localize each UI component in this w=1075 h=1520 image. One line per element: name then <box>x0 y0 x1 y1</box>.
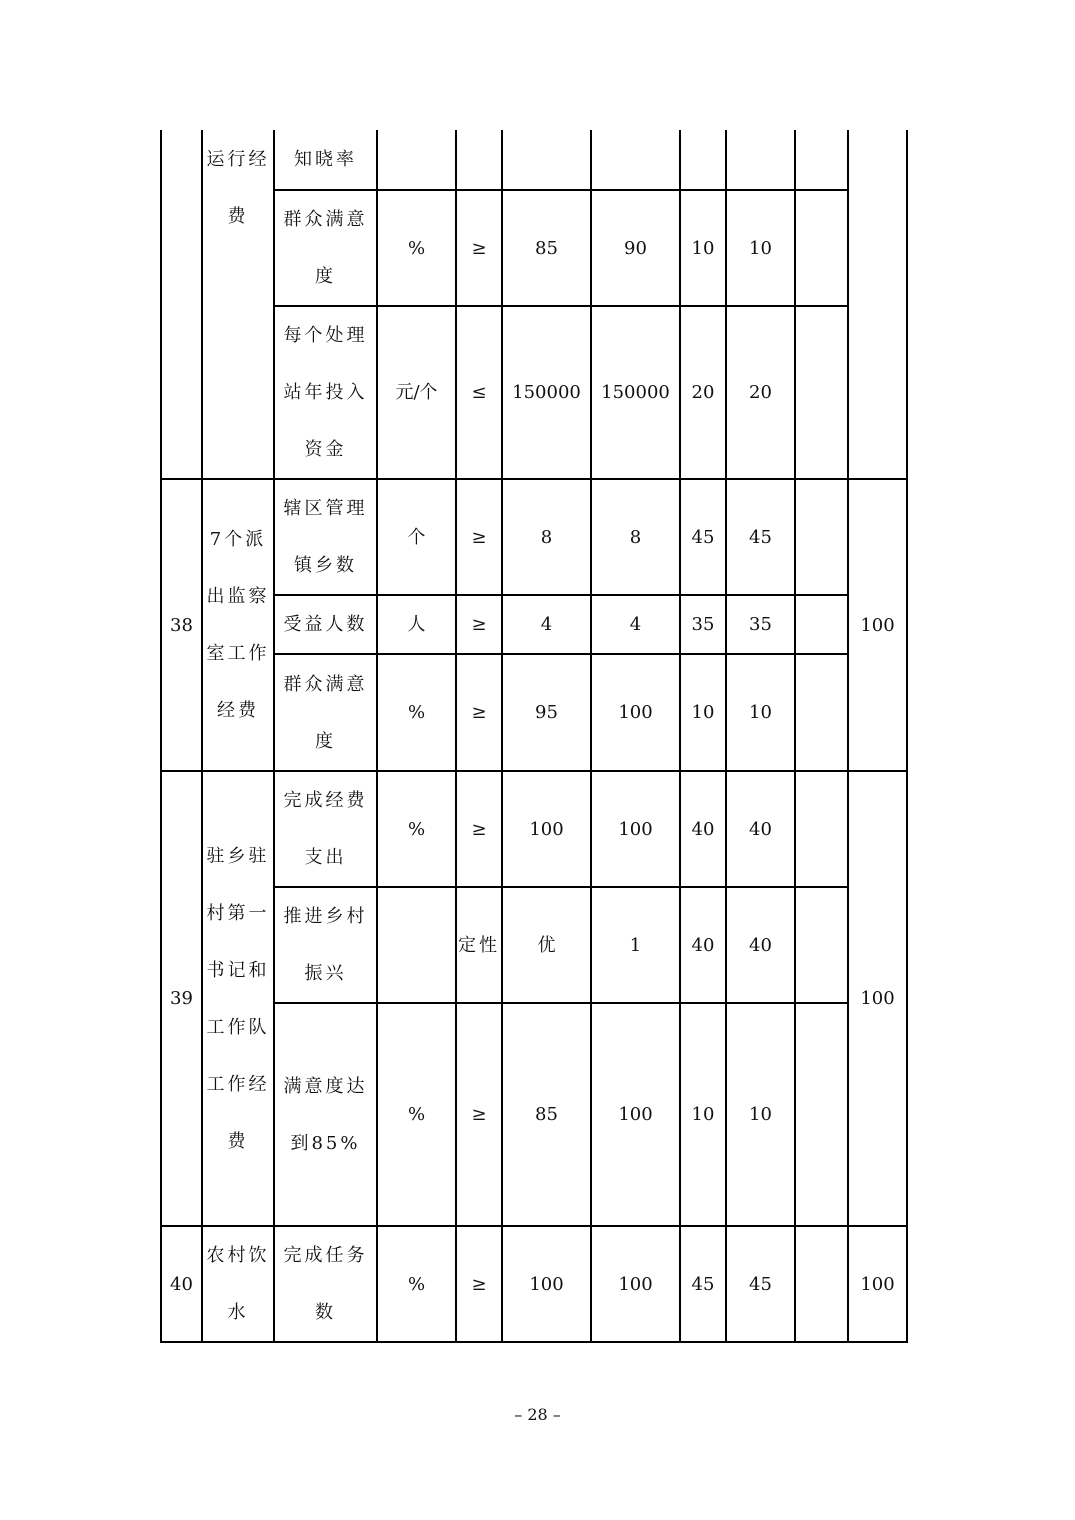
unit-cell: % <box>377 1226 456 1342</box>
operator-cell: ≥ <box>456 479 502 595</box>
weight-cell: 10 <box>680 654 726 771</box>
operator-cell: ≥ <box>456 654 502 771</box>
target-cell <box>502 130 591 190</box>
weight-cell: 45 <box>680 479 726 595</box>
target-cell: 85 <box>502 1003 591 1226</box>
weight-cell: 35 <box>680 595 726 654</box>
indicator-cell: 满意度达到85% <box>274 1003 377 1226</box>
project-number-cell: 40 <box>161 1226 202 1342</box>
score-cell: 10 <box>726 190 795 306</box>
total-score-cell: 100 <box>848 479 907 771</box>
remark-cell <box>795 887 848 1003</box>
weight-cell: 10 <box>680 1003 726 1226</box>
weight-cell <box>680 130 726 190</box>
unit-cell: % <box>377 654 456 771</box>
indicator-cell: 推进乡村振兴 <box>274 887 377 1003</box>
weight-cell: 10 <box>680 190 726 306</box>
weight-cell: 45 <box>680 1226 726 1342</box>
actual-cell: 90 <box>591 190 680 306</box>
project-name-cell: 驻乡驻村第一书记和工作队工作经费 <box>202 771 274 1226</box>
total-score-cell: 100 <box>848 771 907 1226</box>
total-score-cell <box>848 130 907 479</box>
operator-cell: ≥ <box>456 771 502 887</box>
operator-cell: ≤ <box>456 306 502 479</box>
actual-cell: 1 <box>591 887 680 1003</box>
unit-cell <box>377 130 456 190</box>
unit-cell: % <box>377 190 456 306</box>
total-score-cell: 100 <box>848 1226 907 1342</box>
score-cell <box>726 130 795 190</box>
weight-cell: 40 <box>680 771 726 887</box>
remark-cell <box>795 190 848 306</box>
indicator-cell: 辖区管理镇乡数 <box>274 479 377 595</box>
target-cell: 8 <box>502 479 591 595</box>
actual-cell: 100 <box>591 1226 680 1342</box>
project-name-cell: 运行经费 <box>202 130 274 479</box>
score-cell: 20 <box>726 306 795 479</box>
performance-table <box>160 130 908 1343</box>
unit-cell: % <box>377 771 456 887</box>
target-cell: 100 <box>502 771 591 887</box>
unit-cell: 个 <box>377 479 456 595</box>
remark-cell <box>795 1226 848 1342</box>
indicator-cell: 完成任务数 <box>274 1226 377 1342</box>
indicator-cell: 知晓率 <box>274 130 377 190</box>
score-cell: 40 <box>726 771 795 887</box>
actual-cell: 150000 <box>591 306 680 479</box>
actual-cell: 100 <box>591 1003 680 1226</box>
remark-cell <box>795 595 848 654</box>
actual-cell: 100 <box>591 654 680 771</box>
target-cell: 85 <box>502 190 591 306</box>
operator-cell: 定性 <box>456 887 502 1003</box>
target-cell: 95 <box>502 654 591 771</box>
target-cell: 100 <box>502 1226 591 1342</box>
indicator-cell: 每个处理站年投入资金 <box>274 306 377 479</box>
page-number: – 28 – <box>514 1405 561 1424</box>
score-cell: 45 <box>726 1226 795 1342</box>
weight-cell: 20 <box>680 306 726 479</box>
target-cell: 150000 <box>502 306 591 479</box>
table-row <box>161 1226 907 1342</box>
project-number-cell: 39 <box>161 771 202 1226</box>
score-cell: 40 <box>726 887 795 1003</box>
indicator-cell: 群众满意度 <box>274 190 377 306</box>
table-row <box>161 771 907 887</box>
remark-cell <box>795 130 848 190</box>
unit-cell: 人 <box>377 595 456 654</box>
remark-cell <box>795 654 848 771</box>
project-name-cell: 农村饮水 <box>202 1226 274 1342</box>
actual-cell: 100 <box>591 771 680 887</box>
unit-cell <box>377 887 456 1003</box>
table-row <box>161 130 907 190</box>
remark-cell <box>795 479 848 595</box>
operator-cell: ≥ <box>456 1003 502 1226</box>
score-cell: 10 <box>726 1003 795 1226</box>
table-row <box>161 479 907 595</box>
operator-cell: ≥ <box>456 1226 502 1342</box>
unit-cell: % <box>377 1003 456 1226</box>
indicator-cell: 群众满意度 <box>274 654 377 771</box>
operator-cell: ≥ <box>456 595 502 654</box>
operator-cell <box>456 130 502 190</box>
score-cell: 35 <box>726 595 795 654</box>
target-cell: 优 <box>502 887 591 1003</box>
remark-cell <box>795 771 848 887</box>
score-cell: 10 <box>726 654 795 771</box>
weight-cell: 40 <box>680 887 726 1003</box>
project-number-cell <box>161 130 202 479</box>
indicator-cell: 受益人数 <box>274 595 377 654</box>
actual-cell: 8 <box>591 479 680 595</box>
project-number-cell: 38 <box>161 479 202 771</box>
remark-cell <box>795 1003 848 1226</box>
score-cell: 45 <box>726 479 795 595</box>
actual-cell: 4 <box>591 595 680 654</box>
actual-cell <box>591 130 680 190</box>
operator-cell: ≥ <box>456 190 502 306</box>
project-name-cell: 7个派出监察室工作经费 <box>202 479 274 771</box>
remark-cell <box>795 306 848 479</box>
indicator-cell: 完成经费支出 <box>274 771 377 887</box>
unit-cell: 元/个 <box>377 306 456 479</box>
target-cell: 4 <box>502 595 591 654</box>
